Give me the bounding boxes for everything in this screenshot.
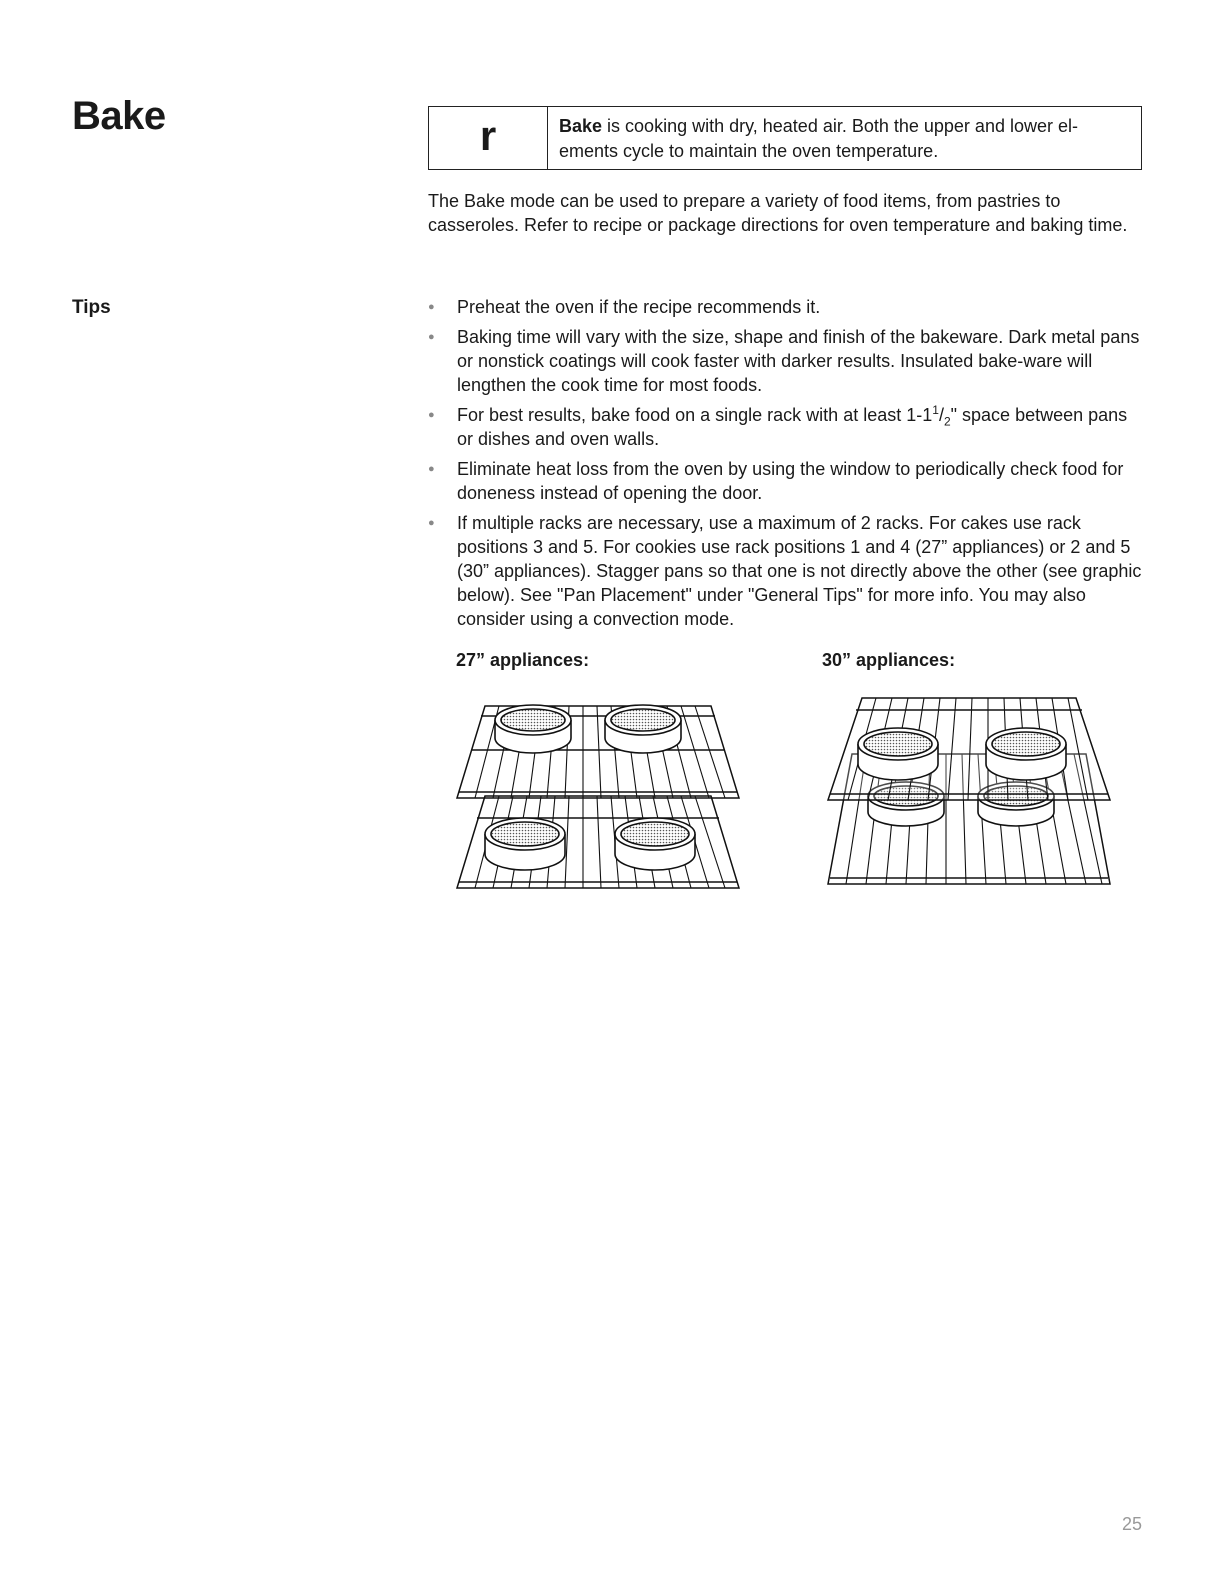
mode-description-text: is cooking with dry, heated air. Both the upper and lower el-ements cycle to maintain the oven temperature. xyxy=(559,116,1078,161)
intro-paragraph: The Bake mode can be used to prepare a variety of food items, from pastries to casseroles. Refer to recipe or package directions for oven temperature and baking time. xyxy=(428,191,1128,235)
tip-text: Baking time will vary with the size, shape and finish of the bakeware. Dark metal pans or nonstick coatings will cook faster with darker results. Insulated bake-ware will lengthen the cook time for most foods. xyxy=(457,327,1140,395)
cake-pan xyxy=(858,728,938,780)
page-title: Bake xyxy=(72,94,166,138)
tip-text-before: For best results, bake food on a single rack with at least 1-1 xyxy=(457,405,933,425)
fraction-slash: / xyxy=(938,405,944,425)
rack-illustration-30 xyxy=(826,688,1112,888)
rack-illustration-27 xyxy=(455,688,741,898)
appliances-27-label: 27” appliances: xyxy=(456,650,590,670)
tip-text: If multiple racks are necessary, use a maximum of 2 racks. For cakes use rack positions 3 and 5. For cookies use rack positions 1 and 4 (27” appliances) or 2 and 5 (30” appliances). Stagger pans so that one is not directly above the other (see graphic below). See "Pan Placement" under "General Tips" for more info. You may also consider using a convection mode. xyxy=(457,513,1142,629)
page-number: 25 xyxy=(1122,1514,1143,1534)
tips-list xyxy=(428,295,1144,637)
appliances-30-label: 30” appliances: xyxy=(822,650,956,670)
fraction-numerator: 1 xyxy=(932,403,939,417)
mode-term: Bake xyxy=(559,116,603,136)
cake-pan xyxy=(615,818,695,870)
cake-pan xyxy=(485,818,565,870)
bullet-icon: ● xyxy=(428,517,435,529)
tip-text-after: " space between pans or dishes and oven walls. xyxy=(457,405,1128,449)
tip-item xyxy=(428,457,1144,505)
cake-pan xyxy=(986,728,1066,780)
mode-icon-cell xyxy=(429,107,548,169)
cake-pan xyxy=(495,705,571,753)
bullet-icon: ● xyxy=(428,301,435,313)
tip-text: Eliminate heat loss from the oven by using the window to periodically check food for doneness instead of opening the door. xyxy=(457,459,1124,503)
tip-item xyxy=(428,325,1144,397)
tip-text: Preheat the oven if the recipe recommends it. xyxy=(457,297,821,317)
cake-pan xyxy=(605,705,681,753)
bullet-icon: ● xyxy=(428,331,435,343)
tip-item xyxy=(428,403,1144,451)
bake-mode-icon: r xyxy=(479,112,497,159)
mode-description xyxy=(548,107,1141,169)
tips-heading: Tips xyxy=(72,297,111,318)
tip-item xyxy=(428,511,1144,631)
bullet-icon: ● xyxy=(428,409,435,421)
bake-mode-box xyxy=(428,106,1142,170)
fraction-denominator: 2 xyxy=(943,414,951,429)
bullet-icon: ● xyxy=(428,463,435,475)
tip-item xyxy=(428,295,1144,319)
